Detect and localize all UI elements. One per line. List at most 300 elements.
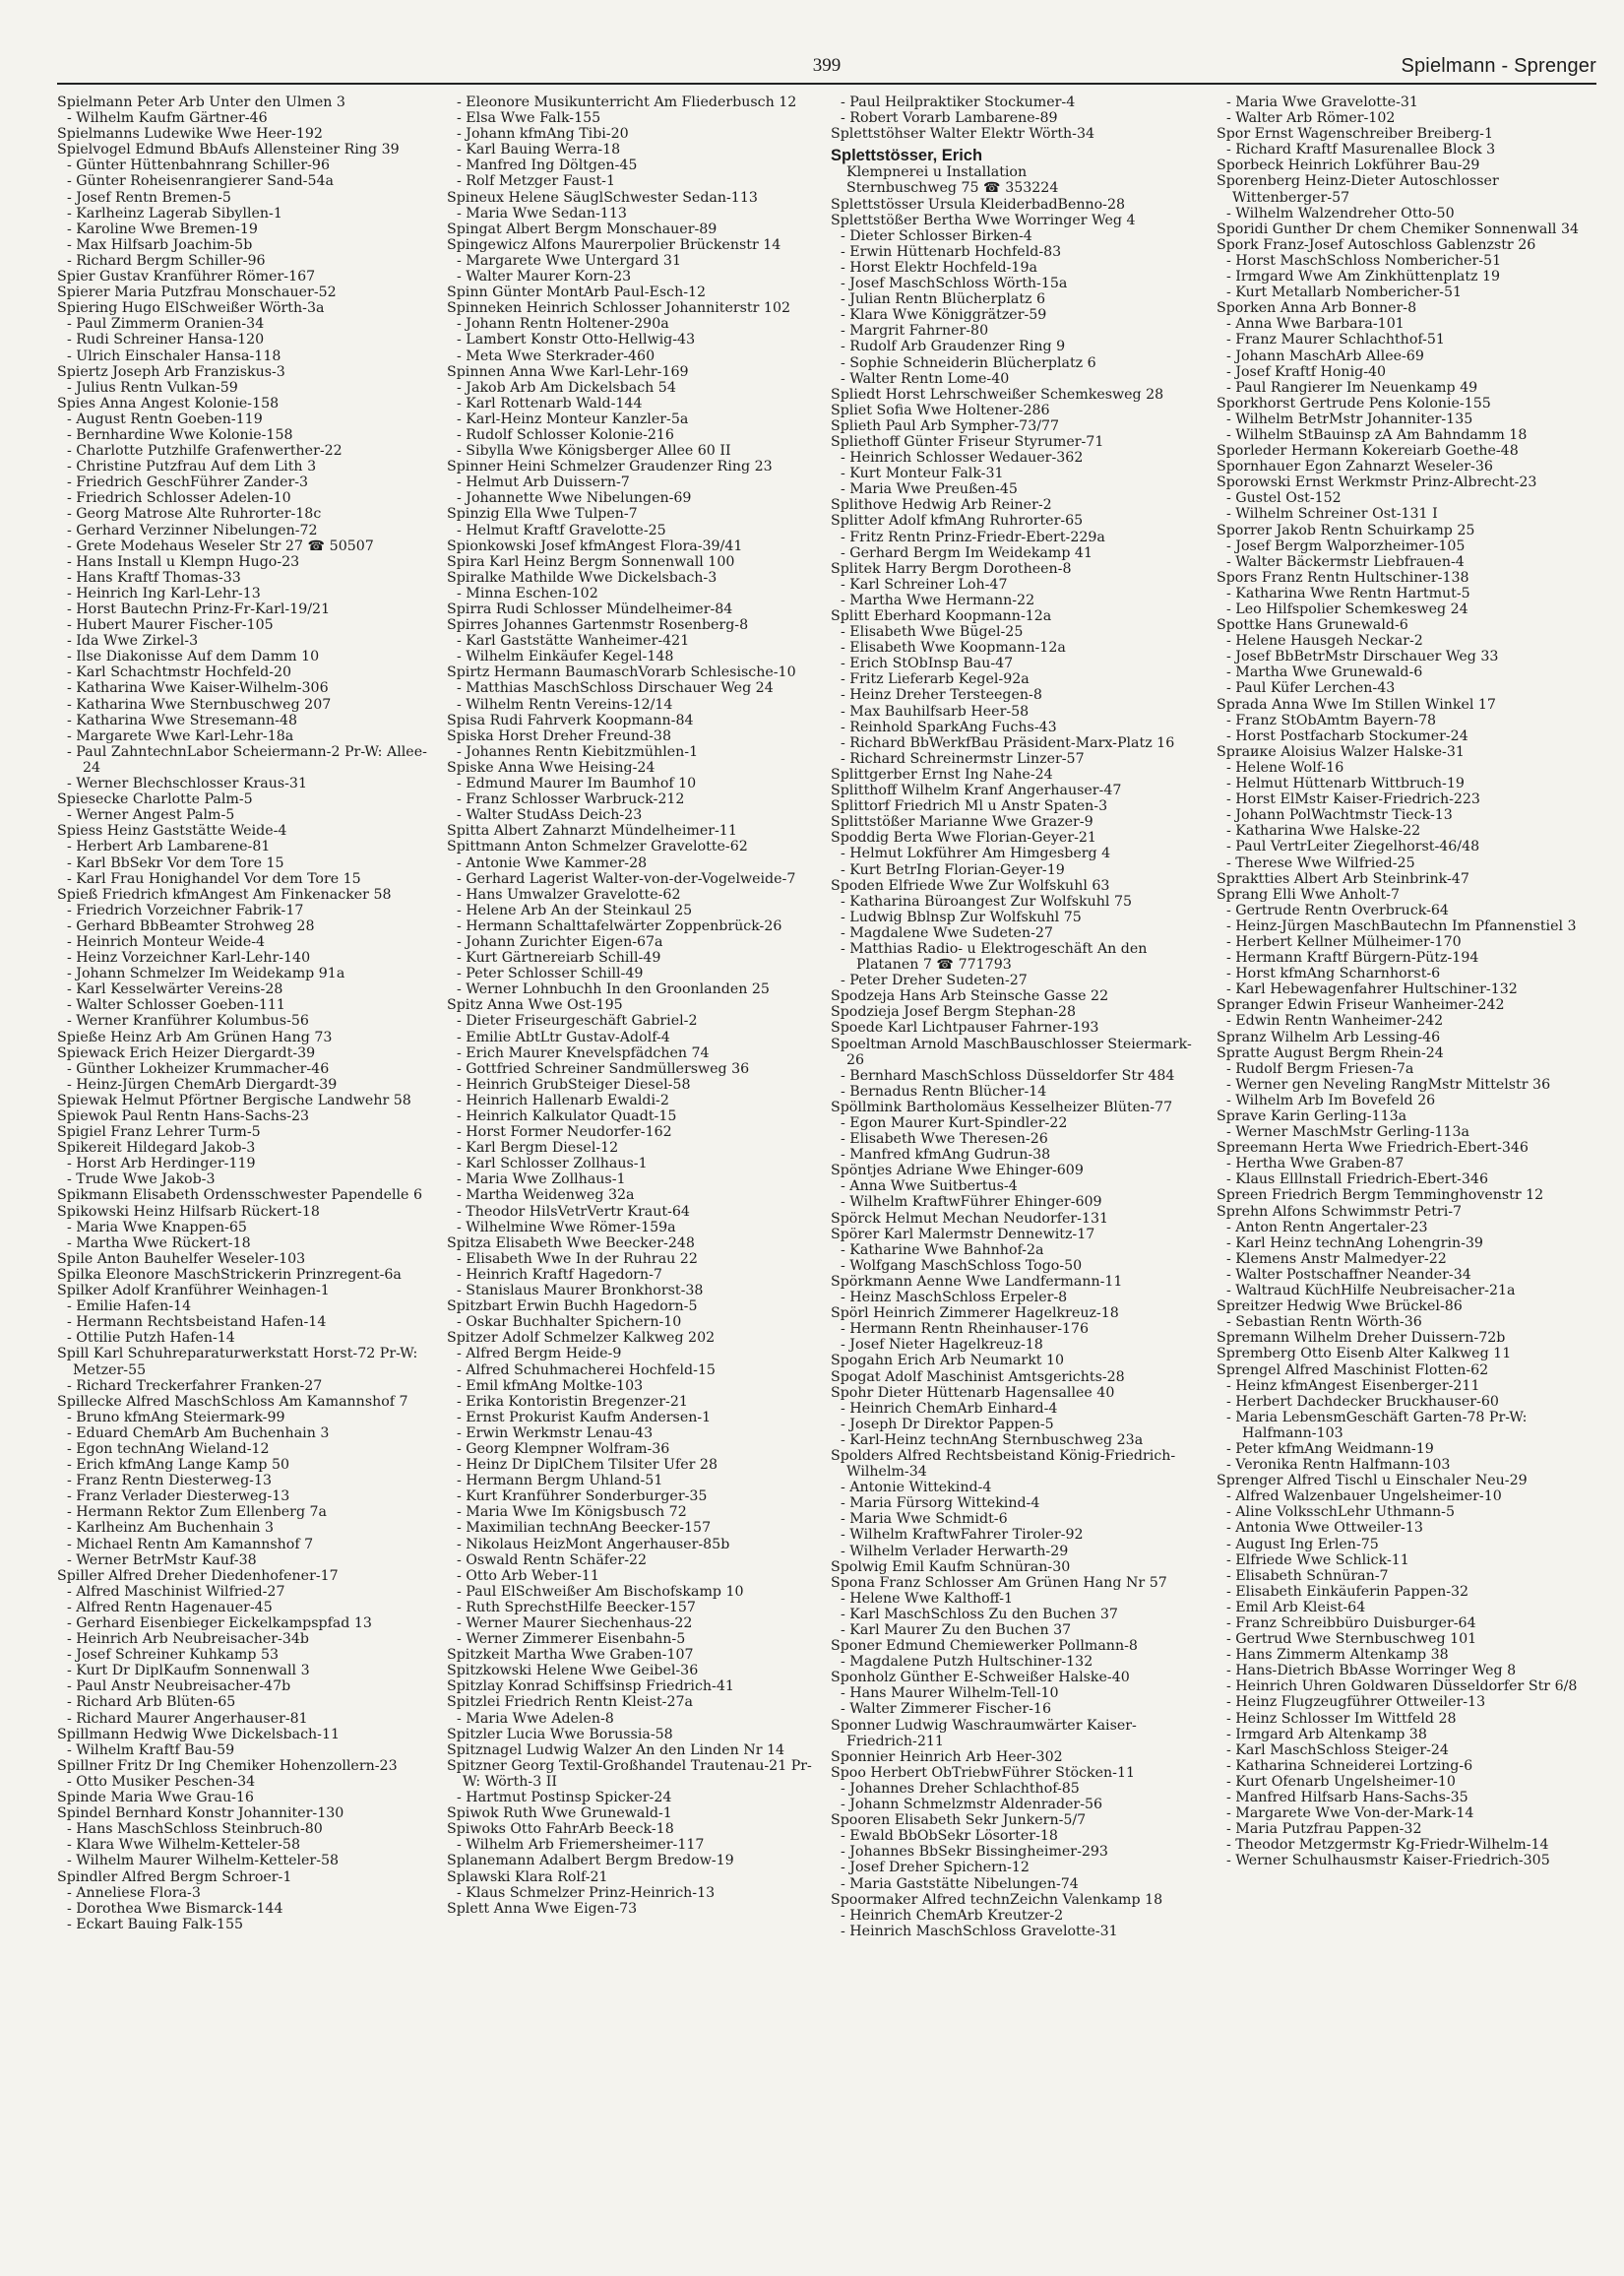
directory-entry: Splitek Harry Bergm Dorotheen-8 [831,560,1072,577]
directory-sub-entry: - August Ing Erlen-75 [1226,1536,1379,1552]
directory-entry: Spinneken Heinrich Schlosser Johanniterstr 102 [447,300,791,317]
directory-entry: Spranger Edwin Friseur Wanheimer-242 [1217,997,1505,1014]
directory-sub-entry: - Eduard ChemArb Am Buchenhain 3 [67,1424,330,1441]
directory-sub-entry: - Karl Frau Honighandel Vor dem Tore 15 [67,870,361,887]
directory-sub-entry: - Bernadus Rentn Blücher-14 [841,1083,1047,1100]
directory-entry: Sprave Karin Gerling-113a [1217,1108,1407,1124]
directory-entry: Spitzlay Konrad Schiffsinsp Friedrich-41 [447,1678,734,1695]
directory-entry: Spraktties Albert Arb Steinbrink-47 [1217,870,1469,887]
directory-sub-entry: - Johann Zurichter Eigen-67a [457,933,663,950]
directory-sub-entry: - Franz Verlader Diesterweg-13 [67,1488,290,1505]
directory-sub-entry: - Kurt Gärtnereiarb Schill-49 [457,950,661,967]
directory-sub-entry: - Waltraud KüchHilfe Neubreisacher-21a [1226,1283,1516,1299]
directory-sub-entry: - Dieter Friseurgeschäft Gabriel-2 [457,1013,698,1030]
directory-sub-entry: - Gerhard Lagerist Walter-von-der-Vogelweide-7 [457,870,796,887]
directory-sub-entry: - Josef Kraftf Honig-40 [1226,363,1387,380]
directory-entry: Spork Franz-Josef Autoschloss Gablenzstr 26 [1217,236,1536,253]
directory-sub-entry: - Hermann Schalttafelwärter Zoppenbrück-26 [457,917,782,934]
directory-entry: Splitt Eberhard Koopmann-12a [831,608,1052,624]
directory-sub-entry: - Johannes Rentn Kiebitzmühlen-1 [457,743,699,760]
directory-entry: Splettstösser Ursula KleiderbadBenno-28 [831,196,1126,213]
directory-sub-entry: - Peter Dreher Sudeten-27 [841,973,1028,989]
directory-sub-entry: - Hermann Rentn Rheinhauser-176 [841,1321,1090,1338]
directory-sub-entry: - Matthias MaschSchloss Dirschauer Weg 24 [457,680,774,697]
directory-sub-entry: - Wilhelm KraftwFahrer Tiroler-92 [841,1527,1084,1544]
column-4 [1217,95,1591,2260]
directory-sub-entry: - Johann Rentn Holtener-290a [457,316,669,333]
directory-sub-entry: - Meta Wwe Sterkrader-460 [457,348,656,364]
directory-sub-entry: - Edmund Maurer Im Baumhof 10 [457,776,697,792]
directory-entry: Spielvogel Edmund BbAufs Allensteiner Ring 39 [57,142,400,158]
column-2 [447,95,821,2260]
directory-entry: Spooren Elisabeth Sekr Junkern-5/7 [831,1812,1087,1829]
directory-sub-entry: - Günther Lokheizer Krummacher-46 [67,1060,330,1077]
directory-sub-entry: - Werner MaschMstr Gerling-113a [1226,1124,1470,1141]
directory-sub-entry: - Heinrich Uhren Goldwaren Düsseldorfer Str 6/8 [1226,1678,1578,1695]
directory-sub-entry: - Gertrude Rentn Overbruck-64 [1226,902,1449,918]
directory-entry: Spörkmann Aenne Wwe Landfermann-11 [831,1273,1123,1290]
directory-entry: Spor Ernst Wagenschreiber Breiberg-1 [1217,126,1493,143]
directory-sub-entry: - Ulrich Einschaler Hansa-118 [67,348,281,364]
directory-entry: Sporkhorst Gertrude Pens Kolonie-155 [1217,395,1491,411]
directory-sub-entry: - Johann PolWachtmstr Tieck-13 [1226,807,1453,824]
directory-entry: Spirtz Hermann BaumaschVorarb Schlesische-10 [447,664,796,681]
directory-sub-entry: - Ludwig Bblnsp Zur Wolfskuhl 75 [841,909,1082,925]
directory-entry: Spikmann Elisabeth Ordensschwester Papendelle 6 [57,1187,422,1204]
column-1 [57,95,431,2260]
directory-sub-entry: - Dorothea Wwe Bismarck-144 [67,1900,283,1917]
directory-entry: Spiralke Mathilde Wwe Dickelsbach-3 [447,569,718,586]
directory-sub-entry: - Günter Hüttenbahnrang Schiller-96 [67,158,330,174]
directory-sub-entry: - Gerhard Bergm Im Weidekamp 41 [841,544,1093,561]
directory-sub-entry: - Eckart Bauing Falk-155 [67,1916,244,1932]
directory-sub-entry: - Johannes BbSekr Bissingheimer-293 [841,1844,1108,1861]
directory-sub-entry: - Heinrich Hallenarb Ewaldi-2 [457,1092,669,1108]
directory-entry: Sponholz Günther E-Schweißer Halske-40 [831,1670,1130,1686]
directory-sub-entry: - Alfred Rentn Hagenauer-45 [67,1599,273,1615]
directory-sub-entry: - Karoline Wwe Bremen-19 [67,221,258,237]
directory-entry: Spielmanns Ludewike Wwe Heer-192 [57,126,323,143]
directory-sub-entry: - Ernst Prokurist Kaufm Andersen-1 [457,1409,712,1425]
directory-sub-entry: - Maria Wwe Preußen-45 [841,481,1018,498]
directory-entry: Spogat Adolf Maschinist Amtsgerichts-28 [831,1368,1125,1385]
directory-entry: Spiske Anna Wwe Heising-24 [447,759,656,776]
directory-sub-entry: - Johann MaschArb Allee-69 [1226,348,1424,364]
directory-sub-entry: - Alfred Walzenbauer Ungelsheimer-10 [1226,1488,1502,1505]
directory-entry: Spingat Albert Bergm Monschauer-89 [447,221,718,237]
directory-entry: Spohr Dieter Hüttenarb Hagensallee 40 [831,1384,1115,1401]
directory-sub-entry: - Rudi Schreiner Hansa-120 [67,332,265,348]
directory-sub-entry: - Franz Schreibbüro Duisburger-64 [1226,1615,1476,1631]
directory-sub-entry: - Alfred Bergm Heide-9 [457,1346,622,1362]
directory-entry: Spierer Maria Putzfrau Monschauer-52 [57,284,337,301]
directory-entry: Spliedt Horst Lehrschweißer Schemkesweg 28 [831,386,1164,403]
directory-sub-entry: - Rudolf Bergm Friesen-7a [1226,1060,1414,1077]
directory-entry: Spörck Helmut Mechan Neudorfer-131 [831,1210,1109,1227]
directory-sub-entry: - Peter kfmAng Weidmann-19 [1226,1440,1434,1457]
directory-sub-entry: - Josef MaschSchloss Wörth-15a [841,276,1068,292]
directory-sub-entry: - Wilhelm Einkäufer Kegel-148 [457,649,674,665]
directory-entry: Sporbeck Heinrich Lokführer Bau-29 [1217,158,1480,174]
directory-entry: Spiess Heinz Gaststätte Weide-4 [57,823,287,840]
directory-sub-entry: - Helmut Lokführer Am Himgesberg 4 [841,846,1111,862]
directory-entry: Spinner Heini Schmelzer Graudenzer Ring 23 [447,459,773,475]
directory-entry: Spörer Karl Malermstr Dennewitz-17 [831,1226,1095,1242]
directory-sub-entry: - Maria Wwe Zollhaus-1 [457,1171,626,1188]
directory-sub-entry: - Günter Roheisenrangierer Sand-54a [67,173,334,190]
directory-sub-entry: - Irmgard Arb Altenkamp 38 [1226,1726,1427,1742]
directory-sub-entry: - Martha Weidenweg 32a [457,1187,635,1204]
directory-sub-entry: - Christine Putzfrau Auf dem Lith 3 [67,459,317,475]
directory-entry: Splettstöhser Walter Elektr Wörth-34 [831,126,1095,143]
directory-entry: Splitthoff Wilhelm Kranf Angerhauser-47 [831,783,1122,799]
directory-sub-entry: - Horst Arb Herdinger-119 [67,1156,256,1172]
directory-sub-entry: - Wilhelm Verlader Herwarth-29 [841,1543,1069,1559]
directory-sub-entry: - Karl MaschSchloss Steiger-24 [1226,1741,1449,1758]
directory-sub-entry: - Wilhelm Arb Im Bovefeld 26 [1226,1092,1436,1108]
firm-detail: Klempnerei u Installation [846,164,1028,181]
directory-entry: Sprengel Alfred Maschinist Flotten-62 [1217,1361,1489,1378]
directory-entry: Spliet Sofia Wwe Holtener-286 [831,402,1050,418]
directory-sub-entry: - Helmut Hüttenarb Wittbruch-19 [1226,776,1465,792]
directory-entry: Splittstößer Marianne Wwe Grazer-9 [831,814,1093,831]
directory-sub-entry: - Ida Wwe Zirkel-3 [67,633,199,650]
directory-entry: Spodzeja Hans Arb Steinsche Gasse 22 [831,988,1109,1005]
directory-entry: Spitzler Lucia Wwe Borussia-58 [447,1726,673,1742]
directory-sub-entry: - Werner Angest Palm-5 [67,807,235,824]
directory-entry: Sporrer Jakob Rentn Schuirkamp 25 [1217,522,1475,538]
directory-sub-entry: - Elisabeth Wwe Bügel-25 [841,624,1024,641]
directory-entry: Spiwoks Otto FahrArb Beeck-18 [447,1821,674,1838]
directory-sub-entry: - Franz Maurer Schlachthof-51 [1226,332,1445,348]
directory-sub-entry: - Lambert Konstr Otto-Hellwig-43 [457,332,696,348]
directory-entry: Splawski Klara Rolf-21 [447,1868,608,1885]
directory-sub-entry: - Maria Fürsorg Wittekind-4 [841,1495,1040,1512]
page-number: 399 [812,55,842,76]
directory-sub-entry: - Magdalene Wwe Sudeten-27 [841,924,1053,941]
directory-sub-entry: - Manfred kfmAng Gudrun-38 [841,1147,1051,1164]
directory-sub-entry: - Josef Rentn Bremen-5 [67,189,231,206]
directory-sub-entry: - Heinrich Arb Neubreisacher-34b [67,1631,309,1648]
directory-sub-entry: - Heinrich Monteur Weide-4 [67,933,266,950]
directory-sub-entry: - Gerhard Verzinner Nibelungen-72 [67,522,318,538]
directory-sub-entry: - Paul Heilpraktiker Stockumer-4 [841,95,1076,110]
directory-entry: Spöllmink Bartholomäus Kesselheizer Blüten-77 [831,1099,1173,1115]
directory-sub-entry: - Emilie AbtLtr Gustav-Adolf-4 [457,1029,670,1045]
directory-sub-entry: - Hermann Kraftf Bürgern-Pütz-194 [1226,950,1479,967]
directory-sub-entry: - Paul ZahntechnLabor Scheiermann-2 Pr-W: Allee-24 [67,743,427,776]
directory-entry: Spors Franz Rentn Hultschiner-138 [1217,569,1469,586]
directory-sub-entry: - Edwin Rentn Wanheimer-242 [1226,1013,1444,1030]
directory-sub-entry: - Josef Dreher Spichern-12 [841,1860,1030,1876]
directory-sub-entry: - Anna Wwe Barbara-101 [1226,316,1405,333]
directory-sub-entry: - Heinrich Kraftf Hagedorn-7 [457,1266,662,1283]
directory-sub-entry: - Martha Wwe Grunewald-6 [1226,664,1423,681]
directory-sub-entry: - Karlheinz Am Buchenhain 3 [67,1520,275,1537]
directory-entry: Spiewok Paul Rentn Hans-Sachs-23 [57,1108,310,1124]
directory-sub-entry: - Karl Heinz technAng Lohengrin-39 [1226,1234,1483,1251]
directory-entry: Spindler Alfred Bergm Schroer-1 [57,1868,292,1885]
directory-sub-entry: - Walter Schlosser Goeben-111 [67,997,285,1014]
directory-sub-entry: - Oskar Buchhalter Spichern-10 [457,1314,682,1331]
directory-entry: Spitz Anna Wwe Ost-195 [447,997,623,1014]
directory-sub-entry: - Josef Bergm Walporzheimer-105 [1226,537,1466,554]
directory-entry: Sprehn Alfons Schwimmstr Petri-7 [1217,1203,1463,1220]
directory-sub-entry: - Leo Hilfspolier Schemkesweg 24 [1226,601,1468,617]
directory-sub-entry: - Werner Lohnbuchh In den Groonlanden 25 [457,981,770,998]
directory-sub-entry: - Elsa Wwe Falk-155 [457,110,601,127]
directory-sub-entry: - Karl Schreiner Loh-47 [841,576,1008,593]
directory-sub-entry: - Wilhelm Schreiner Ost-131 I [1226,506,1438,523]
directory-sub-entry: - Elisabeth Wwe Koopmann-12a [841,640,1066,657]
directory-sub-entry: - Emil kfmAng Moltke-103 [457,1377,644,1394]
directory-sub-entry: - Hertha Wwe Graben-87 [1226,1156,1405,1172]
directory-entry: Splithove Hedwig Arb Reiner-2 [831,497,1052,514]
directory-sub-entry: - Rolf Metzger Faust-1 [457,173,615,190]
directory-sub-entry: - Stanislaus Maurer Bronkhorst-38 [457,1283,704,1299]
directory-entry: Spolwig Emil Kaufm Schnüran-30 [831,1558,1071,1575]
directory-sub-entry: - Hartmut Postinsp Spicker-24 [457,1790,672,1806]
directory-sub-entry: - Wilhelm KraftwFührer Ehinger-609 [841,1194,1102,1211]
directory-entry: Sporowski Ernst Werkmstr Prinz-Albrecht-23 [1217,474,1537,491]
directory-sub-entry: - Antonie Wwe Kammer-28 [457,854,648,871]
directory-sub-entry: - Kurt Kranführer Sonderburger-35 [457,1488,708,1505]
directory-entry: Splanemann Adalbert Bergm Bredow-19 [447,1853,734,1869]
directory-sub-entry: - Maximilian technAng Beecker-157 [457,1520,712,1537]
directory-sub-entry: - Paul Rangierer Im Neuenkamp 49 [1226,379,1478,396]
directory-sub-entry: - Wolfgang MaschSchloss Togo-50 [841,1257,1083,1274]
directory-entry: Spillecke Alfred MaschSchloss Am Kamannshof 7 [57,1393,408,1410]
directory-sub-entry: - Walter Maurer Korn-23 [457,269,632,285]
directory-sub-entry: - Martha Wwe Hermann-22 [841,592,1035,608]
directory-sub-entry: - Heinrich ChemArb Einhard-4 [841,1400,1058,1417]
directory-sub-entry: - Heinz Schlosser Im Wittfeld 28 [1226,1710,1457,1727]
directory-sub-entry: - Wilhelmine Wwe Römer-159a [457,1219,676,1235]
directory-entry: Spineux Helene SäuglSchwester Sedan-113 [447,189,758,206]
directory-entry: Sporken Anna Arb Bonner-8 [1217,300,1417,317]
directory-sub-entry: - Bernhardine Wwe Kolonie-158 [67,426,293,443]
directory-sub-entry: - Richard Kraftf Masurenallee Block 3 [1226,142,1496,158]
directory-entry: Spoormaker Alfred technZeichn Valenkamp 18 [831,1891,1163,1908]
directory-sub-entry: - Wilhelm Rentn Vereins-12/14 [457,696,673,713]
directory-sub-entry: - Paul Küfer Lerchen-43 [1226,680,1396,697]
directory-sub-entry: - Richard BbWerkfBau Präsident-Marx-Platz 16 [841,734,1175,751]
directory-entry: Spodzieja Josef Bergm Stephan-28 [831,1004,1076,1021]
directory-sub-entry: - Dieter Schlosser Birken-4 [841,227,1032,244]
directory-sub-entry: - Friedrich Vorzeichner Fabrik-17 [67,902,304,918]
directory-entry: Spliethoff Günter Friseur Styrumer-71 [831,433,1104,450]
directory-sub-entry: - Klara Wwe Königgrätzer-59 [841,307,1047,324]
directory-entry: Spiewak Helmut Pförtner Bergische Landwehr 58 [57,1092,411,1108]
directory-entry: Spiertz Joseph Arb Franziskus-3 [57,363,285,380]
column-3 [831,95,1205,2260]
directory-sub-entry: - Katharina Schneiderei Lortzing-6 [1226,1757,1473,1774]
directory-sub-entry: - Gottfried Schreiner Sandmüllersweg 36 [457,1060,750,1077]
directory-sub-entry: - Hermann Rektor Zum Ellenberg 7a [67,1504,328,1521]
directory-columns [57,95,1596,2260]
directory-sub-entry: - Erich StObInsp Bau-47 [841,656,1014,672]
directory-sub-entry: - Erich kfmAng Lange Kamp 50 [67,1457,290,1474]
directory-entry: Spitza Elisabeth Wwe Beecker-248 [447,1234,695,1251]
directory-sub-entry: - Fritz Lieferarb Kegel-92a [841,671,1030,688]
directory-entry: Spiesecke Charlotte Palm-5 [57,791,253,808]
directory-entry: Spielmann Peter Arb Unter den Ulmen 3 [57,95,345,110]
directory-sub-entry: - Wilhelm Kaufm Gärtner-46 [67,110,268,127]
directory-sub-entry: - Julius Rentn Vulkan-59 [67,379,238,396]
directory-sub-entry: - Richard Arb Blüten-65 [67,1694,236,1711]
directory-sub-entry: - Heinz-Jürgen MaschBautechn Im Pfannenstiel 3 [1226,917,1577,934]
directory-sub-entry: - Grete Modehaus Weseler Str 27 ☎ 50507 [67,537,374,554]
directory-sub-entry: - Horst MaschSchloss Nombericher-51 [1226,252,1502,269]
directory-entry: Spieße Heinz Arb Am Grünen Hang 73 [57,1029,333,1045]
directory-sub-entry: - Hans MaschSchloss Steinbruch-80 [67,1821,323,1838]
directory-entry: Spreemann Herta Wwe Friedrich-Ebert-346 [1217,1140,1529,1157]
directory-entry: Spilka Eleonore MaschStrickerin Prinzregent-6a [57,1266,402,1283]
directory-sub-entry: - Maria Wwe Im Königsbusch 72 [457,1504,687,1521]
directory-sub-entry: - Hans Install u Klempn Hugo-23 [67,553,300,570]
directory-sub-entry: - Gerhard Eisenbieger Eickelkampspfad 13 [67,1615,372,1631]
directory-sub-entry: - Hermann Rechtsbeistand Hafen-14 [67,1314,327,1331]
directory-sub-entry: - Kurt Dr DiplKaufm Sonnenwall 3 [67,1663,310,1679]
directory-sub-entry: - Jakob Arb Am Dickelsbach 54 [457,379,676,396]
directory-sub-entry: - Reinhold SparkAng Fuchs-43 [841,719,1057,735]
directory-sub-entry: - Katharina Wwe Sternbuschweg 207 [67,696,332,713]
directory-sub-entry: - Klaus Schmelzer Prinz-Heinrich-13 [457,1884,716,1901]
directory-sub-entry: - Elisabeth Wwe In der Ruhrau 22 [457,1250,698,1267]
directory-sub-entry: - Trude Wwe Jakob-3 [67,1171,216,1188]
directory-sub-entry: - Robert Vorarb Lambarene-89 [841,110,1058,127]
directory-sub-entry: - Veronika Rentn Halfmann-103 [1226,1457,1451,1474]
directory-entry: Sponnier Heinrich Arb Heer-302 [831,1748,1063,1765]
directory-sub-entry: - Werner gen Neveling RangMstr Mittelstr 36 [1226,1076,1551,1093]
directory-entry: Sprang Elli Wwe Anholt-7 [1217,886,1401,903]
directory-sub-entry: - Max Hilfsarb Joachim-5b [67,236,253,253]
directory-sub-entry: - Helene Arb An der Steinkaul 25 [457,902,693,918]
directory-sub-entry: - Emilie Hafen-14 [67,1298,192,1315]
directory-sub-entry: - Horst kfmAng Scharnhorst-6 [1226,966,1441,982]
directory-entry: Spoede Karl Lichtpauser Fahrner-193 [831,1020,1099,1037]
directory-sub-entry: - Nikolaus HeizMont Angerhauser-85b [457,1536,730,1552]
directory-sub-entry: - Maria Wwe Sedan-113 [457,205,627,221]
directory-sub-entry: - Paul ElSchweißer Am Bischofskamp 10 [457,1583,744,1600]
directory-entry: Sponner Ludwig Waschraumwärter Kaiser-Friedrich-211 [831,1717,1137,1749]
directory-sub-entry: - Margarete Wwe Karl-Lehr-18a [67,727,294,744]
directory-sub-entry: - Josef BbBetrMstr Dirschauer Weg 33 [1226,649,1499,665]
directory-sub-entry: - Manfred Ing Döltgen-45 [457,158,638,174]
directory-sub-entry: - Margarete Wwe Untergard 31 [457,252,681,269]
directory-entry: Splieth Paul Arb Sympher-73/77 [831,417,1060,434]
directory-sub-entry: - Maria Wwe Knappen-65 [67,1219,247,1235]
directory-sub-entry: - Rudolf Arb Graudenzer Ring 9 [841,339,1066,355]
directory-entry: Spolders Alfred Rechtsbeistand König-Friedrich-Wilhelm-34 [831,1447,1176,1481]
directory-sub-entry: - Erika Kontoristin Bregenzer-21 [457,1393,688,1410]
directory-entry: Spranz Wilhelm Arb Lessing-46 [1217,1029,1441,1045]
directory-sub-entry: - Heinz-Jürgen ChemArb Diergardt-39 [67,1076,338,1093]
directory-sub-entry: - Karl MaschSchloss Zu den Buchen 37 [841,1606,1118,1622]
directory-sub-entry: - Walter Rentn Lome-40 [841,370,1010,387]
directory-sub-entry: - Karl Bauing Werra-18 [457,142,621,158]
directory-sub-entry: - Richard Treckerfahrer Franken-27 [67,1377,323,1394]
directory-sub-entry: - Gerhard BbBeamter Strohweg 28 [67,917,315,934]
directory-sub-entry: - Anneliese Flora-3 [67,1884,201,1901]
directory-sub-entry: - Karl Rottenarb Wald-144 [457,395,643,411]
directory-sub-entry: - Walter Bäckermstr Liebfrauen-4 [1226,553,1465,570]
directory-entry: Spornhauer Egon Zahnarzt Weseler-36 [1217,459,1493,475]
directory-sub-entry: - Wilhelm Maurer Wilhelm-Ketteler-58 [67,1853,340,1869]
directory-sub-entry: - Karl Kesselwärter Vereins-28 [67,981,283,998]
directory-sub-entry: - Egon technAng Wieland-12 [67,1440,270,1457]
directory-sub-entry: - Karl Bergm Diesel-12 [457,1140,619,1157]
directory-sub-entry: - Heinrich GrubSteiger Diesel-58 [457,1076,691,1093]
directory-sub-entry: - Heinz Dreher Tersteegen-8 [841,687,1042,704]
directory-sub-entry: - Karlheinz Lagerab Sibyllen-1 [67,205,282,221]
directory-sub-entry: - Katharina Wwe Rentn Hartmut-5 [1226,585,1470,601]
directory-sub-entry: - Walter Arb Römer-102 [1226,110,1396,127]
directory-sub-entry: - Gertrud Wwe Sternbuschweg 101 [1226,1631,1477,1648]
directory-sub-entry: - Hans Maurer Wilhelm-Tell-10 [841,1685,1059,1702]
directory-entry: Spiwok Ruth Wwe Grunewald-1 [447,1805,672,1822]
directory-sub-entry: - Karl Schlosser Zollhaus-1 [457,1156,648,1172]
directory-sub-entry: - Erwin Hüttenarb Hochfeld-83 [841,243,1062,260]
directory-sub-entry: - Werner Maurer Siechenhaus-22 [457,1615,693,1631]
directory-entry: Spitzner Georg Textil-Großhandel Trautenau-21 Pr-W: Wörth-3 II [447,1757,812,1790]
directory-sub-entry: - Otto Arb Weber-11 [457,1567,599,1584]
firm-heading: Splettstösser, Erich [831,147,983,165]
directory-entry: Spitzkowski Helene Wwe Geibel-36 [447,1663,699,1679]
directory-sub-entry: - Julian Rentn Blücherplatz 6 [841,291,1046,308]
directory-sub-entry: - Erwin Werkmstr Lenau-43 [457,1424,654,1441]
directory-entry: Spira Karl Heinz Bergm Sonnenwall 100 [447,553,735,570]
directory-entry: Spratte August Bergm Rhein-24 [1217,1044,1444,1061]
directory-sub-entry: - Charlotte Putzhilfe Grafenwerther-22 [67,443,343,460]
directory-entry: Spitzkeit Martha Wwe Graben-107 [447,1647,694,1664]
directory-sub-entry: - Alfred Maschinist Wilfried-27 [67,1583,285,1600]
directory-sub-entry: - Karl-Heinz technAng Sternbuschweg 23a [841,1431,1144,1448]
directory-sub-entry: - Hans Kraftf Thomas-33 [67,569,241,586]
directory-entry: Spitzer Adolf Schmelzer Kalkweg 202 [447,1330,716,1347]
directory-sub-entry: - Egon Maurer Kurt-Spindler-22 [841,1115,1068,1131]
directory-entry: Sprada Anna Wwe Im Stillen Winkel 17 [1217,696,1496,713]
directory-sub-entry: - Elisabeth Wwe Theresen-26 [841,1131,1048,1148]
directory-entry: Spitzbart Erwin Buchh Hagedorn-5 [447,1298,698,1315]
directory-entry: Splettstößer Bertha Wwe Worringer Weg 4 [831,212,1136,228]
directory-sub-entry: - Margarete Wwe Von-der-Mark-14 [1226,1805,1474,1822]
directory-sub-entry: - Horst Postfacharb Stockumer-24 [1226,727,1468,744]
directory-sub-entry: - Walter Zimmerer Fischer-16 [841,1701,1051,1718]
directory-sub-entry: - Fritz Rentn Prinz-Friedr-Ebert-229a [841,529,1105,545]
directory-sub-entry: - Maria Gaststätte Nibelungen-74 [841,1875,1079,1892]
directory-sub-entry: - Werner Zimmerer Eisenbahn-5 [457,1631,686,1648]
directory-sub-entry: - Herbert Dachdecker Bruckhauser-60 [1226,1393,1499,1410]
directory-sub-entry: - Klemens Anstr Malmedyer-22 [1226,1250,1447,1267]
directory-sub-entry: - Anton Rentn Angertaler-23 [1226,1219,1428,1235]
page-header [57,51,1596,85]
directory-entry: Spionkowski Josef kfmAngest Flora-39/41 [447,537,743,554]
directory-sub-entry: - Karl Schachtmstr Hochfeld-20 [67,664,292,681]
directory-sub-entry: - Oswald Rentn Schäfer-22 [457,1551,648,1568]
directory-sub-entry: - Antonie Wittekind-4 [841,1480,992,1496]
directory-entry: Spigiel Franz Lehrer Turm-5 [57,1124,261,1141]
directory-sub-entry: - Ilse Diakonisse Auf dem Damm 10 [67,649,320,665]
directory-sub-entry: - Paul VertrLeiter Ziegelhorst-46/48 [1226,839,1480,855]
directory-sub-entry: - Helene Hausgeh Neckar-2 [1226,633,1423,650]
directory-sub-entry: - Werner Schulhausmstr Kaiser-Friedrich-305 [1226,1853,1550,1869]
directory-sub-entry: - Kurt Monteur Falk-31 [841,466,1004,482]
directory-sub-entry: - Klaus Elllnstall Friedrich-Ebert-346 [1226,1171,1488,1188]
directory-sub-entry: - Elfriede Wwe Schlick-11 [1226,1551,1409,1568]
directory-sub-entry: - Walter StudAss Deich-23 [457,807,643,824]
directory-entry: Sporleder Hermann Kokereiarb Goethe-48 [1217,443,1519,460]
